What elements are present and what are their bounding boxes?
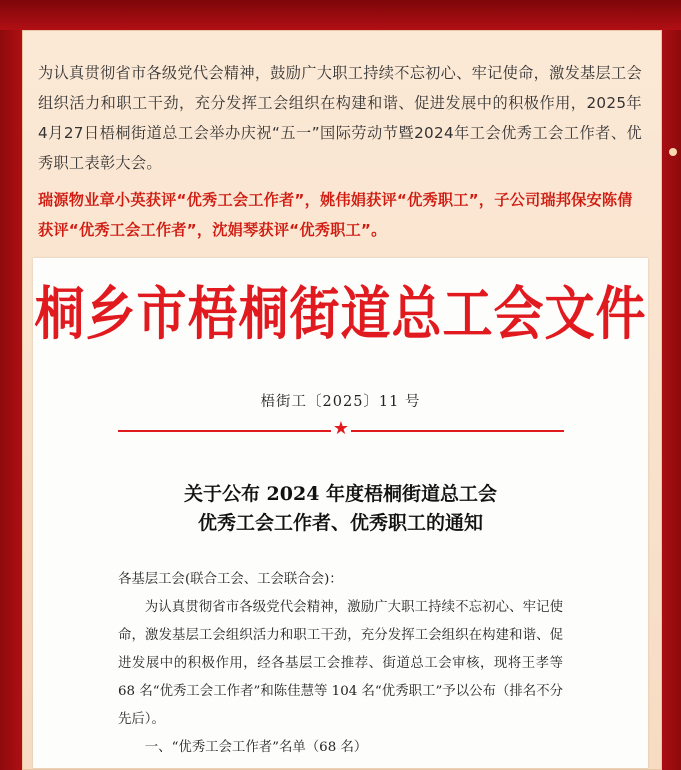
top-banner-band	[0, 0, 681, 30]
document-red-header: 桐乡市梧桐街道总工会文件	[34, 279, 647, 348]
document-title-line-2: 优秀工会工作者、优秀职工的通知	[197, 512, 483, 534]
official-document-image	[33, 258, 648, 768]
document-title	[33, 480, 648, 538]
decorative-dot	[669, 148, 677, 156]
document-greeting: 各基层工会(联合工会、工会联合会)：	[118, 572, 343, 587]
document-title-line-1: 关于公布 2024 年度梧桐街道总工会	[183, 483, 498, 505]
red-rule-right	[351, 430, 564, 432]
document-paragraph: 为认真贯彻省市各级党代会精神，激励广大职工持续不忘初心、牢记使命，激发基层工会组织活力和职工干劲，充分发挥工会组织在构建和谐、促进发展中的积极作用，经各基层工会推荐、街道总工会审核，现将王孝等 68 名“优秀工会工作者”和陈佳慧等 104 名“优秀职工”予以公布（排名不分先后）。	[118, 600, 563, 727]
document-body	[118, 566, 563, 762]
intro-paragraph: 为认真贯彻省市各级党代会精神，鼓励广大职工持续不忘初心、牢记使命，激发基层工会组织活力和职工干劲，充分发挥工会组织在构建和谐、促进发展中的积极作用，2025年4月27日梧桐街道总工会举办庆祝“五一”国际劳动节暨2024年工会优秀工会工作者、优秀职工表彰大会。	[38, 64, 643, 172]
document-section-heading: 一、“优秀工会工作者”名单（68 名）	[144, 740, 368, 755]
red-rule-left	[118, 430, 331, 432]
award-highlight-paragraph: 瑞源物业章小英获评“优秀工会工作者”，姚伟娟获评“优秀职工”，子公司瑞邦保安陈倩获评“优秀工会工作者”，沈娟琴获评“优秀职工”。	[38, 191, 633, 239]
document-number: 梧街工〔2025〕11 号	[260, 394, 421, 410]
star-icon: ★	[332, 418, 350, 439]
